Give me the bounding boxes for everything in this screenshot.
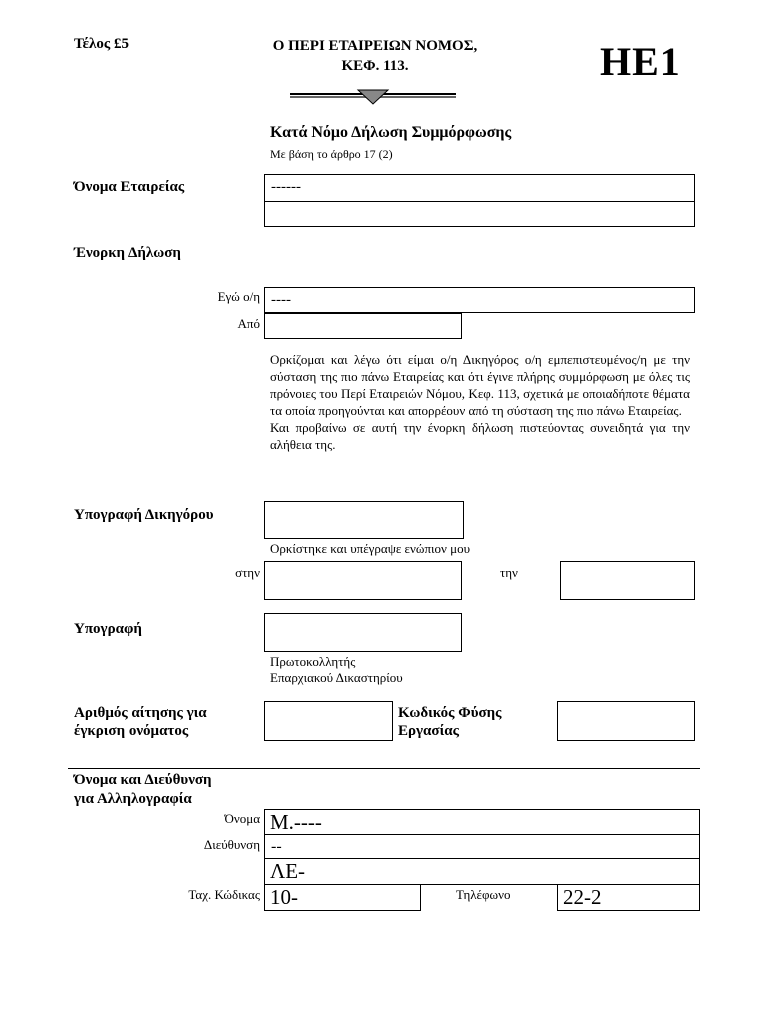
- on-date-field[interactable]: [560, 561, 695, 600]
- on-label: την: [500, 565, 518, 580]
- at-place-field[interactable]: [264, 561, 462, 600]
- application-number-label-1: Αριθμός αίτησης για: [74, 705, 207, 721]
- company-name-label: Όνομα Εταιρείας: [74, 179, 185, 195]
- oath-paragraph-2: Και προβαίνω σε αυτή την ένορκη δήλωση πιστεύοντας συνειδητά για την αλήθεια της.: [270, 420, 690, 452]
- phone-field[interactable]: 22-2: [557, 884, 700, 911]
- i-label: Εγώ ο/η: [217, 289, 260, 304]
- form-title: Κατά Νόμο Δήλωση Συμμόρφωσης: [270, 124, 512, 141]
- lawyer-signature-label: Υπογραφή Δικηγόρου: [74, 507, 214, 523]
- oath-text: [270, 351, 690, 453]
- signature-field[interactable]: [264, 613, 462, 652]
- postal-code-label: Ταχ. Κώδικας: [188, 887, 260, 902]
- i-name-field[interactable]: ----: [264, 287, 695, 313]
- sworn-before-text: Ορκίστηκε και υπέγραψε ενώπιον μου: [270, 541, 471, 556]
- correspondence-heading-1: Όνομα και Διεύθυνση: [74, 772, 212, 788]
- work-code-label-1: Κωδικός Φύσης: [398, 705, 502, 721]
- correspondence-heading-2: για Αλληλογραφία: [74, 791, 192, 807]
- lawyer-signature-field[interactable]: [264, 501, 464, 539]
- sworn-declaration-heading: Ένορκη Δήλωση: [74, 245, 181, 261]
- address-field-2[interactable]: ΛΕ-: [264, 858, 700, 885]
- law-title-line1: Ο ΠΕΡΙ ΕΤΑΙΡΕΙΩΝ ΝΟΜΟΣ,: [272, 38, 478, 54]
- section-divider: [68, 768, 700, 769]
- postal-code-field[interactable]: 10-: [264, 884, 421, 911]
- address-field-1[interactable]: --: [264, 834, 700, 859]
- from-label: Από: [237, 316, 260, 331]
- address-label: Διεύθυνση: [203, 837, 260, 852]
- application-number-label-2: έγκριση ονόματος: [74, 723, 189, 739]
- fee-label: Τέλος £5: [74, 36, 129, 52]
- contact-name-label: Όνομα: [224, 811, 260, 826]
- registrar-line-2: Επαρχιακού Δικαστηρίου: [270, 670, 403, 685]
- phone-label: Τηλέφωνο: [456, 887, 511, 902]
- at-label: στην: [235, 565, 260, 580]
- law-title-line2: ΚΕΦ. 113.: [341, 58, 409, 74]
- contact-name-field[interactable]: Μ.----: [264, 809, 700, 835]
- work-code-field[interactable]: [557, 701, 695, 741]
- work-code-label-2: Εργασίας: [398, 723, 459, 739]
- form-subtitle: Με βάση το άρθρο 17 (2): [270, 147, 393, 161]
- application-number-field[interactable]: [264, 701, 393, 741]
- oath-paragraph-1: Ορκίζομαι και λέγω ότι είμαι ο/η Δικηγόρος ο/η εμπεπιστευμένος/η με την σύσταση της πιο πάνω Εταιρείας και ότι έγινε πλήρης συμμόρφωση με όλες τις πρόνοιες του Περί Εταιρειών Νόμου, Κεφ. 113, σχετικά με οποιαδήποτε θέματα τα οποία προηγούνται και απορρέουν από τη σύσταση της πιο πάνω Εταιρείας.: [270, 352, 690, 418]
- header-divider: [288, 86, 458, 106]
- registrar-line-1: Πρωτοκολλητής: [270, 654, 356, 669]
- company-name-field-1[interactable]: ------: [264, 174, 695, 202]
- form-code: HE1: [600, 39, 681, 84]
- from-field[interactable]: [264, 313, 462, 339]
- company-name-field-2[interactable]: [264, 201, 695, 227]
- signature-label: Υπογραφή: [74, 621, 142, 637]
